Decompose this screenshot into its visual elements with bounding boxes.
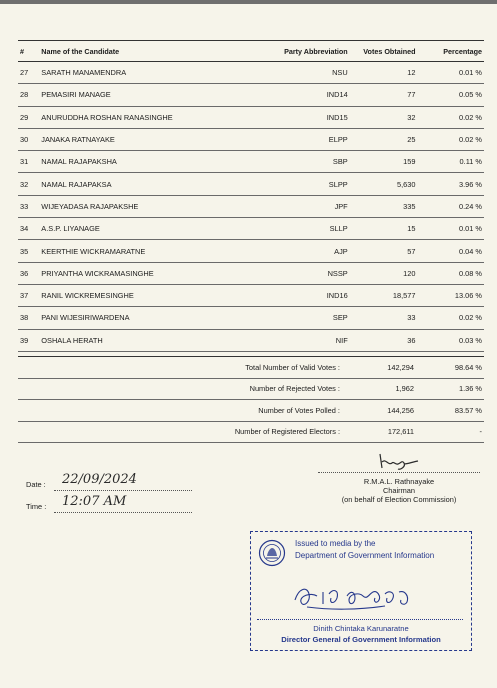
summary-table — [18, 356, 484, 443]
cell-percentage: 0.11 % — [421, 151, 484, 173]
cell-percentage: 0.02 % — [421, 106, 484, 128]
cell-votes: 159 — [354, 151, 422, 173]
cell-candidate-name: JANAKA RATNAYAKE — [39, 128, 254, 150]
time-row — [26, 494, 206, 520]
cell-candidate-name: KEERTHIE WICKRAMARATNE — [39, 240, 254, 262]
table-header-row — [18, 41, 484, 62]
officer-signature-icon — [374, 450, 424, 472]
table-row — [18, 329, 484, 351]
date-dotted-line — [54, 490, 192, 491]
summary-percentage: 83.57 % — [420, 400, 484, 422]
cell-number: 35 — [18, 240, 39, 262]
date-handwritten: 22/09/2024 — [62, 472, 137, 487]
table-row — [18, 218, 484, 240]
cell-percentage: 0.04 % — [421, 240, 484, 262]
cell-percentage: 0.24 % — [421, 195, 484, 217]
cell-number: 33 — [18, 195, 39, 217]
officer-role: Chairman — [382, 486, 416, 496]
cell-votes: 32 — [354, 106, 422, 128]
cell-votes: 120 — [354, 262, 422, 284]
cell-votes: 15 — [354, 218, 422, 240]
cell-percentage: 0.01 % — [421, 62, 484, 84]
officer-name: R.M.A.L. Rathnayake — [363, 477, 435, 486]
cell-party: ELPP — [254, 128, 353, 150]
cell-number: 30 — [18, 128, 39, 150]
cell-votes: 77 — [354, 84, 422, 106]
cell-candidate-name: PANI WIJESIRIWARDENA — [39, 307, 254, 329]
cell-votes: 5,630 — [354, 173, 422, 195]
summary-label: Number of Registered Electors : — [18, 421, 350, 443]
cell-percentage: 0.08 % — [421, 262, 484, 284]
stamp-director-title: Director General of Government Information — [281, 635, 441, 644]
cell-votes: 36 — [354, 329, 422, 351]
cell-party: IND16 — [254, 284, 353, 306]
cell-percentage: 0.03 % — [421, 329, 484, 351]
summary-row — [18, 357, 484, 379]
cell-party: NSSP — [254, 262, 353, 284]
cell-party: SEP — [254, 307, 353, 329]
table-row — [18, 106, 484, 128]
date-time-block — [26, 472, 206, 520]
officer-signature-line — [318, 450, 480, 473]
cell-percentage: 13.06 % — [421, 284, 484, 306]
cell-number: 34 — [18, 218, 39, 240]
summary-value: 144,256 — [350, 400, 420, 422]
stamp-department-text: Department of Government Information — [295, 551, 435, 560]
summary-value: 1,962 — [350, 378, 420, 400]
time-dotted-line — [54, 512, 192, 513]
cell-party: SLPP — [254, 173, 353, 195]
cell-party: AJP — [254, 240, 353, 262]
officer-signature-block — [318, 450, 480, 505]
cell-candidate-name: PEMASIRI MANAGE — [39, 84, 254, 106]
table-row — [18, 240, 484, 262]
cell-votes: 18,577 — [354, 284, 422, 306]
summary-percentage: - — [420, 421, 484, 443]
results-table — [18, 40, 484, 352]
cell-percentage: 0.02 % — [421, 307, 484, 329]
summary-value: 172,611 — [350, 421, 420, 443]
stamp-issued-text: Issued to media by the — [295, 539, 376, 548]
table-row — [18, 128, 484, 150]
stamp-dotted-line — [257, 619, 463, 620]
cell-number: 31 — [18, 151, 39, 173]
table-row — [18, 62, 484, 84]
cell-party: NIF — [254, 329, 353, 351]
cell-votes: 33 — [354, 307, 422, 329]
cell-number: 38 — [18, 307, 39, 329]
header-percentage: Percentage — [421, 41, 484, 62]
summary-row — [18, 378, 484, 400]
cell-number: 29 — [18, 106, 39, 128]
cell-votes: 12 — [354, 62, 422, 84]
cell-party: SLLP — [254, 218, 353, 240]
director-signature-icon — [289, 580, 429, 614]
summary-label: Number of Votes Polled : — [18, 400, 350, 422]
cell-number: 37 — [18, 284, 39, 306]
cell-number: 32 — [18, 173, 39, 195]
cell-number: 36 — [18, 262, 39, 284]
time-label: Time : — [26, 502, 47, 511]
cell-party: JPF — [254, 195, 353, 217]
cell-candidate-name: NAMAL RAJAPAKSA — [39, 173, 254, 195]
table-row — [18, 284, 484, 306]
cell-votes: 25 — [354, 128, 422, 150]
cell-party: IND14 — [254, 84, 353, 106]
cell-votes: 57 — [354, 240, 422, 262]
cell-percentage: 0.01 % — [421, 218, 484, 240]
cell-candidate-name: ANURUDDHA ROSHAN RANASINGHE — [39, 106, 254, 128]
cell-candidate-name: RANIL WICKREMESINGHE — [39, 284, 254, 306]
summary-row — [18, 421, 484, 443]
stamp-director-name: Dinith Chintaka Karunaratne — [313, 624, 409, 633]
cell-number: 39 — [18, 329, 39, 351]
header-votes-obtained: Votes Obtained — [354, 41, 422, 62]
date-label: Date : — [26, 480, 46, 489]
header-candidate-name: Name of the Candidate — [39, 41, 254, 62]
cell-party: NSU — [254, 62, 353, 84]
table-row — [18, 307, 484, 329]
cell-percentage: 3.96 % — [421, 173, 484, 195]
cell-candidate-name: SARATH MANAMENDRA — [39, 62, 254, 84]
cell-candidate-name: NAMAL RAJAPAKSHA — [39, 151, 254, 173]
summary-label: Number of Rejected Votes : — [18, 378, 350, 400]
cell-party: IND15 — [254, 106, 353, 128]
table-row — [18, 173, 484, 195]
summary-percentage: 1.36 % — [420, 378, 484, 400]
summary-value: 142,294 — [350, 357, 420, 379]
summary-row — [18, 400, 484, 422]
officer-note: (on behalf of Election Commission) — [341, 495, 457, 505]
header-number: # — [18, 41, 39, 62]
top-border — [0, 0, 497, 4]
cell-candidate-name: A.S.P. LIYANAGE — [39, 218, 254, 240]
summary-label: Total Number of Valid Votes : — [18, 357, 350, 379]
table-row — [18, 262, 484, 284]
cell-candidate-name: WIJEYADASA RAJAPAKSHE — [39, 195, 254, 217]
government-seal-icon — [258, 539, 286, 567]
cell-candidate-name: PRIYANTHA WICKRAMASINGHE — [39, 262, 254, 284]
time-handwritten: 12:07 AM — [62, 494, 127, 509]
table-row — [18, 84, 484, 106]
cell-percentage: 0.05 % — [421, 84, 484, 106]
table-row — [18, 151, 484, 173]
summary-percentage: 98.64 % — [420, 357, 484, 379]
cell-candidate-name: OSHALA HERATH — [39, 329, 254, 351]
cell-votes: 335 — [354, 195, 422, 217]
cell-number: 28 — [18, 84, 39, 106]
cell-party: SBP — [254, 151, 353, 173]
cell-percentage: 0.02 % — [421, 128, 484, 150]
media-issue-stamp — [250, 531, 472, 651]
header-party-abbreviation: Party Abbreviation — [254, 41, 353, 62]
cell-number: 27 — [18, 62, 39, 84]
table-row — [18, 195, 484, 217]
